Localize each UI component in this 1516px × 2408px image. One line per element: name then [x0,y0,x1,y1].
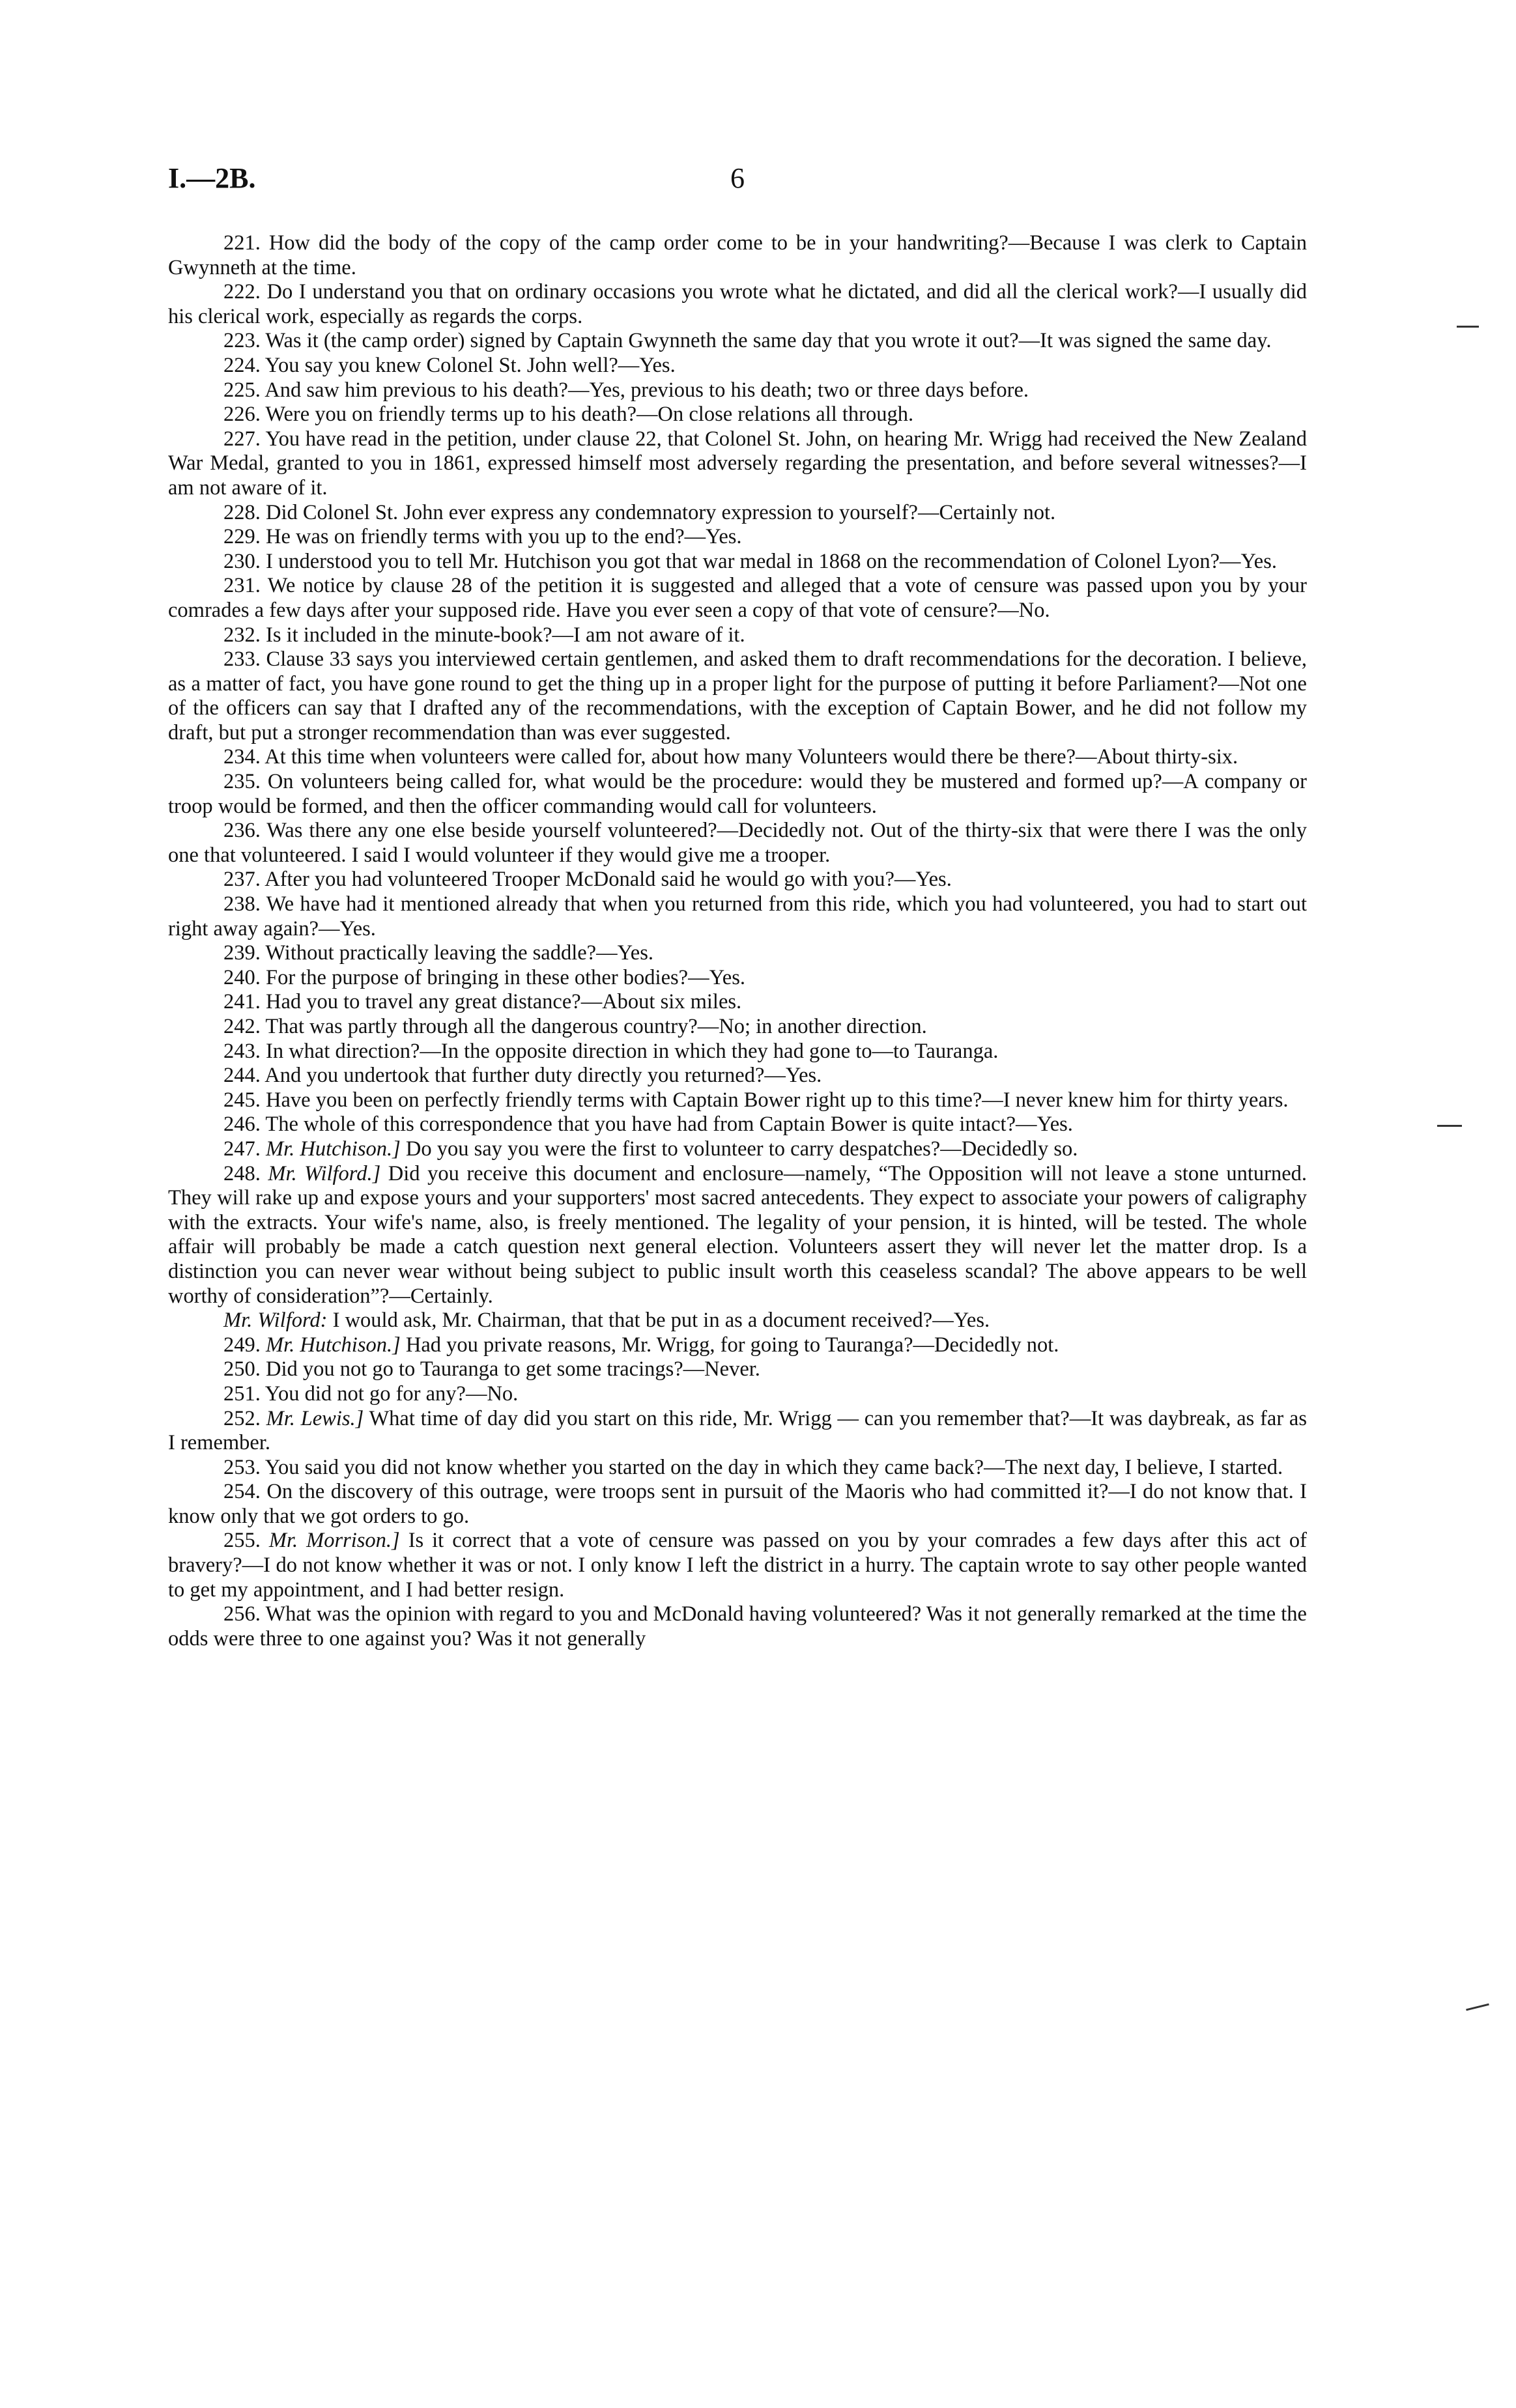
question-text: Do you say you were the first to volunteer to carry despatches?—Decidedly so. [405,1137,1078,1161]
question-number: 248. [223,1161,261,1185]
question-paragraph [168,427,1307,501]
question-paragraph [168,1529,1307,1602]
question-number: 239. [223,941,261,965]
speaker-name: Mr. Wilford.] [268,1161,381,1185]
question-text: Clause 33 says you interviewed certain gentlemen, and asked them to draft recommendations for the decoration. I believe, as a matter of fact, you have gone round to get the thing up in a proper light for the purpose of putting it before Parliament?—Not one of the officers can say that I drafted any of the recommendations, with the exception of Captain Bower, and he did not follow my draft, but put a stronger recommendation than was ever suggested. [168,647,1308,744]
question-text: That was partly through all the dangerous country?—No; in another direction. [265,1015,927,1038]
question-paragraph [168,892,1307,941]
question-text: We notice by clause 28 of the petition it is suggested and alleged that a vote of censure was passed upon you by your comrades a few days after your supposed ride. Have you ever seen a copy of that vote of censure?—No. [168,574,1307,622]
question-number: 225. [223,378,261,402]
question-text: Is it correct that a vote of censure was passed on you by your comrades a few days after this act of bravery?—I do not know whether it was or not. I only know I left the district in a hurry. The captain wrote to say other people wanted to get my appointment, and I had better resign. [168,1529,1307,1602]
question-text: You say you knew Colonel St. John well?—Yes. [265,353,676,377]
question-text: We have had it mentioned already that when you returned from this ride, which you had volunteered, you had to start out right away again?—Yes. [168,892,1307,941]
question-number: 232. [223,623,261,647]
question-number: 241. [223,990,261,1014]
question-paragraph [168,990,1307,1015]
question-number: 252. [223,1406,261,1430]
question-number: 244. [223,1064,261,1088]
question-number: 221. [223,231,261,255]
question-number: 254. [223,1480,261,1504]
question-number: 247. [223,1137,261,1161]
question-paragraph [168,1456,1307,1480]
question-number: 235. [223,770,261,794]
question-paragraph [168,1040,1307,1064]
question-paragraph [168,403,1307,427]
question-paragraph [168,501,1307,526]
question-paragraph [168,1064,1307,1088]
question-number: 237. [223,868,261,892]
question-text: For the purpose of bringing in these other bodies?—Yes. [266,965,745,989]
question-text: Did Colonel St. John ever express any condemnatory expression to yourself?—Certainly not. [266,500,1056,524]
question-number: 234. [223,745,261,769]
question-number: 255. [223,1529,261,1553]
question-text: Was there any one else beside yourself volunteered?—Decidedly not. Out of the thirty-six that were there I was the only one that volunteered. I said I would volunteer if they would give me a trooper. [168,819,1307,867]
question-text: Had you private reasons, Mr. Wrigg, for going to Tauranga?—Decidedly not. [405,1333,1059,1357]
question-text: Is it included in the minute-book?—I am not aware of it. [266,623,745,647]
question-number: 240. [223,965,261,989]
question-paragraph [168,941,1307,966]
page-number: 6 [730,162,745,194]
question-text: Have you been on perfectly friendly terms with Captain Bower right up to this time?—I never knew him for thirty years. [266,1088,1289,1112]
question-paragraph [168,1333,1307,1358]
testimony-body [168,231,1307,1651]
question-text: Was it (the camp order) signed by Captain Gwynneth the same day that you wrote it out?—It was signed the same day. [265,329,1272,353]
speaker-name: Mr. Hutchison.] [266,1137,401,1161]
question-text: On the discovery of this outrage, were troops sent in pursuit of the Maoris who had committed it?—I do not know that. I know only that we got orders to go. [168,1480,1308,1528]
question-number: 242. [223,1015,261,1038]
question-text: He was on friendly terms with you up to the end?—Yes. [266,525,742,549]
question-text: On volunteers being called for, what would be the procedure: would they be mustered and formed up?—A company or troop would be formed, and then the officer commanding would call for volunteers. [168,770,1308,818]
question-number: 238. [223,892,261,916]
question-paragraph [168,1162,1307,1309]
question-number: 230. [223,549,261,573]
question-number: 222. [223,280,261,304]
question-text: After you had volunteered Trooper McDonald said he would go with you?—Yes. [265,868,952,892]
question-text: How did the body of the copy of the camp order come to be in your handwriting?—Because I was clerk to Captain Gwynneth at the time. [168,231,1308,279]
speaker-name: Mr. Hutchison.] [266,1333,401,1357]
question-text: You have read in the petition, under clause 22, that Colonel St. John, on hearing Mr. Wrigg had received the New Zealand War Medal, granted to you in 1861, expressed himself most adversely regarding the presentation, and before several witnesses?—I am not aware of it. [168,427,1307,500]
question-text: Were you on friendly terms up to his death?—On close relations all through. [265,403,914,427]
question-number: 236. [223,819,261,843]
question-paragraph [168,819,1307,868]
document-reference: I.—2B. [168,162,256,194]
question-paragraph [168,1407,1307,1456]
question-paragraph [168,525,1307,550]
question-number: 243. [223,1039,261,1063]
question-text: Do I understand you that on ordinary occasions you wrote what he dictated, and did all the clerical work?—I usually did his clerical work, especially as regards the corps. [168,280,1307,328]
question-paragraph [168,966,1307,991]
question-paragraph [168,1088,1307,1113]
question-number: 226. [223,403,261,427]
question-paragraph [168,280,1307,329]
question-number: 231. [223,574,261,598]
page-header [168,162,1307,207]
question-text: Had you to travel any great distance?—About six miles. [266,990,742,1014]
margin-mark [1457,326,1479,328]
speaker-name: Mr. Wilford: [223,1309,328,1333]
question-number: 233. [223,647,261,672]
question-text: Without practically leaving the saddle?—Yes. [265,941,654,965]
question-number: 250. [223,1357,261,1381]
question-paragraph [168,745,1307,770]
question-paragraph [168,647,1307,745]
question-text: And you undertook that further duty directly you returned?—Yes. [265,1064,822,1088]
margin-mark [1466,2004,1489,2011]
question-number: 253. [223,1455,261,1479]
question-paragraph [168,1357,1307,1382]
question-text: You said you did not know whether you started on the day in which they came back?—The next day, I believe, I started. [265,1455,1283,1479]
question-text: And saw him previous to his death?—Yes, previous to his death; two or three days before. [265,378,1029,402]
question-text: At this time when volunteers were called for, about how many Volunteers would there be there?—About thirty-six. [265,745,1238,769]
question-paragraph [168,623,1307,648]
question-paragraph [168,378,1307,403]
question-text: I understood you to tell Mr. Hutchison you got that war medal in 1868 on the recommendation of Colonel Lyon?—Yes. [266,549,1277,573]
question-paragraph [168,868,1307,892]
question-text: What time of day did you start on this ride, Mr. Wrigg — can you remember that?—It was daybreak, as far as I remember. [168,1406,1308,1455]
question-paragraph [168,770,1307,819]
speaker-name: Mr. Lewis.] [266,1406,364,1430]
question-paragraph [168,1480,1307,1529]
question-paragraph [168,550,1307,574]
question-number: 246. [223,1112,261,1137]
question-paragraph [168,354,1307,378]
question-paragraph [168,1309,1307,1333]
question-paragraph [168,1382,1307,1407]
question-paragraph [168,574,1307,623]
question-number: 249. [223,1333,261,1357]
question-text: Did you not go to Tauranga to get some tracings?—Never. [266,1357,760,1381]
question-number: 224. [223,353,261,377]
question-paragraph [168,1137,1307,1162]
question-number: 251. [223,1381,261,1406]
question-number: 227. [223,427,261,451]
speaker-name: Mr. Morrison.] [268,1529,400,1553]
question-text: I would ask, Mr. Chairman, that that be put in as a document received?—Yes. [332,1309,990,1333]
question-number: 223. [223,329,261,353]
margin-mark [1437,1125,1462,1127]
question-number: 245. [223,1088,261,1112]
question-number: 256. [223,1602,261,1626]
question-text: You did not go for any?—No. [265,1381,519,1406]
question-text: What was the opinion with regard to you and McDonald having volunteered? Was it not generally remarked at the time the odds were three to one against you? Was it not generally [168,1602,1307,1650]
question-paragraph [168,1602,1307,1651]
question-paragraph [168,1112,1307,1137]
question-paragraph [168,1015,1307,1040]
question-number: 229. [223,525,261,549]
question-number: 228. [223,500,261,524]
question-text: Did you receive this document and enclosure—namely, “The Opposition will not leave a stone unturned. They will rake up and expose yours and your supporters' most sacred antecedents. They expect to associate your powers of caligraphy with the extracts. Your wife's name, also, is freely mentioned. The legality of your pension, it is hinted, will be tested. The whole affair will probably be made a catch question next general election. Volunteers assert they will never let the matter drop. Is a distinction you can never wear without being subject to public insult worth this ceaseless scandal? The above appears to be well worthy of consideration”?—Certainly. [168,1161,1307,1308]
question-text: The whole of this correspondence that you have had from Captain Bower is quite intact?—Yes. [265,1112,1073,1137]
question-paragraph [168,329,1307,354]
question-text: In what direction?—In the opposite direction in which they had gone to—to Tauranga. [266,1039,999,1063]
question-paragraph [168,231,1307,280]
